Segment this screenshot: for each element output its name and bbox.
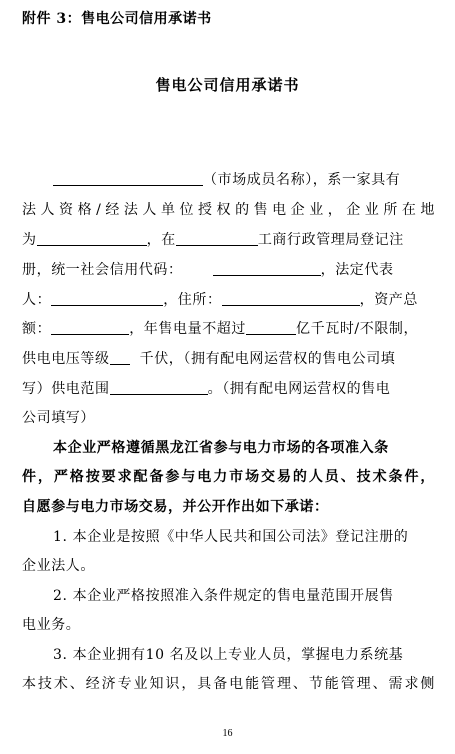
p1-line-1: （市场成员名称），系一家具有 <box>53 170 435 190</box>
attachment-heading: 附件 3：售电公司信用承诺书 <box>22 11 212 27</box>
p1-line-5: 人： ，住所： ，资产总 <box>22 292 419 308</box>
blank-voltage <box>110 349 130 365</box>
blank-registry <box>176 230 258 246</box>
p1-line-9: 公司填写） <box>22 410 95 426</box>
blank-supply-area <box>110 379 208 395</box>
p1-line-6: 额： ，年售电量不超过 亿千瓦时/不限制， <box>22 321 419 337</box>
blank-address <box>222 290 360 306</box>
p2-line-3: 自愿参与电力市场交易，并公开作出如下承诺： <box>22 499 329 515</box>
p1-line-4: 册，统一社会信用代码： ，法定代表 <box>22 262 394 278</box>
p2-line-1: 本企业严格遵循黑龙江省参与电力市场的各项准入条 <box>53 440 389 456</box>
item-1-line-2: 企业法人。 <box>22 558 95 574</box>
document-title: 售电公司信用承诺书 <box>155 76 300 94</box>
blank-assets <box>51 319 129 335</box>
item-2-line-2: 电业务。 <box>22 617 81 633</box>
blank-credit-code <box>213 260 321 276</box>
item-3-line-1: 3. 本企业拥有10 名及以上专业人员，掌握电力系统基 <box>53 647 404 663</box>
blank-annual-volume <box>246 319 296 335</box>
blank-member-name <box>53 170 203 186</box>
blank-legal-rep <box>51 290 163 306</box>
p2-line-2: 件，严格按要求配备参与电力市场交易的人员、技术条件， <box>22 469 435 485</box>
p1-line-7: 供电电压等级 千伏，（拥有配电网运营权的售电公司填 <box>22 351 396 367</box>
p1-line-8: 写）供电范围 。（拥有配电网运营权的售电 <box>22 381 391 397</box>
page-number: 16 <box>222 728 233 739</box>
item-2-line-1: 2. 本企业严格按照准入条件规定的售电量范围开展售 <box>53 588 394 604</box>
item-3-line-2: 本技术、经济专业知识，具备电能管理、节能管理、需求侧 <box>22 676 435 692</box>
p1-line-2: 法人资格/经法人单位授权的售电企业，企业所在地 <box>22 202 435 218</box>
blank-location <box>37 230 147 246</box>
item-1-line-1: 1. 本企业是按照《中华人民共和国公司法》登记注册的 <box>53 529 409 545</box>
p1-line-3: 为 ，在 工商行政管理局登记注 <box>22 232 404 248</box>
